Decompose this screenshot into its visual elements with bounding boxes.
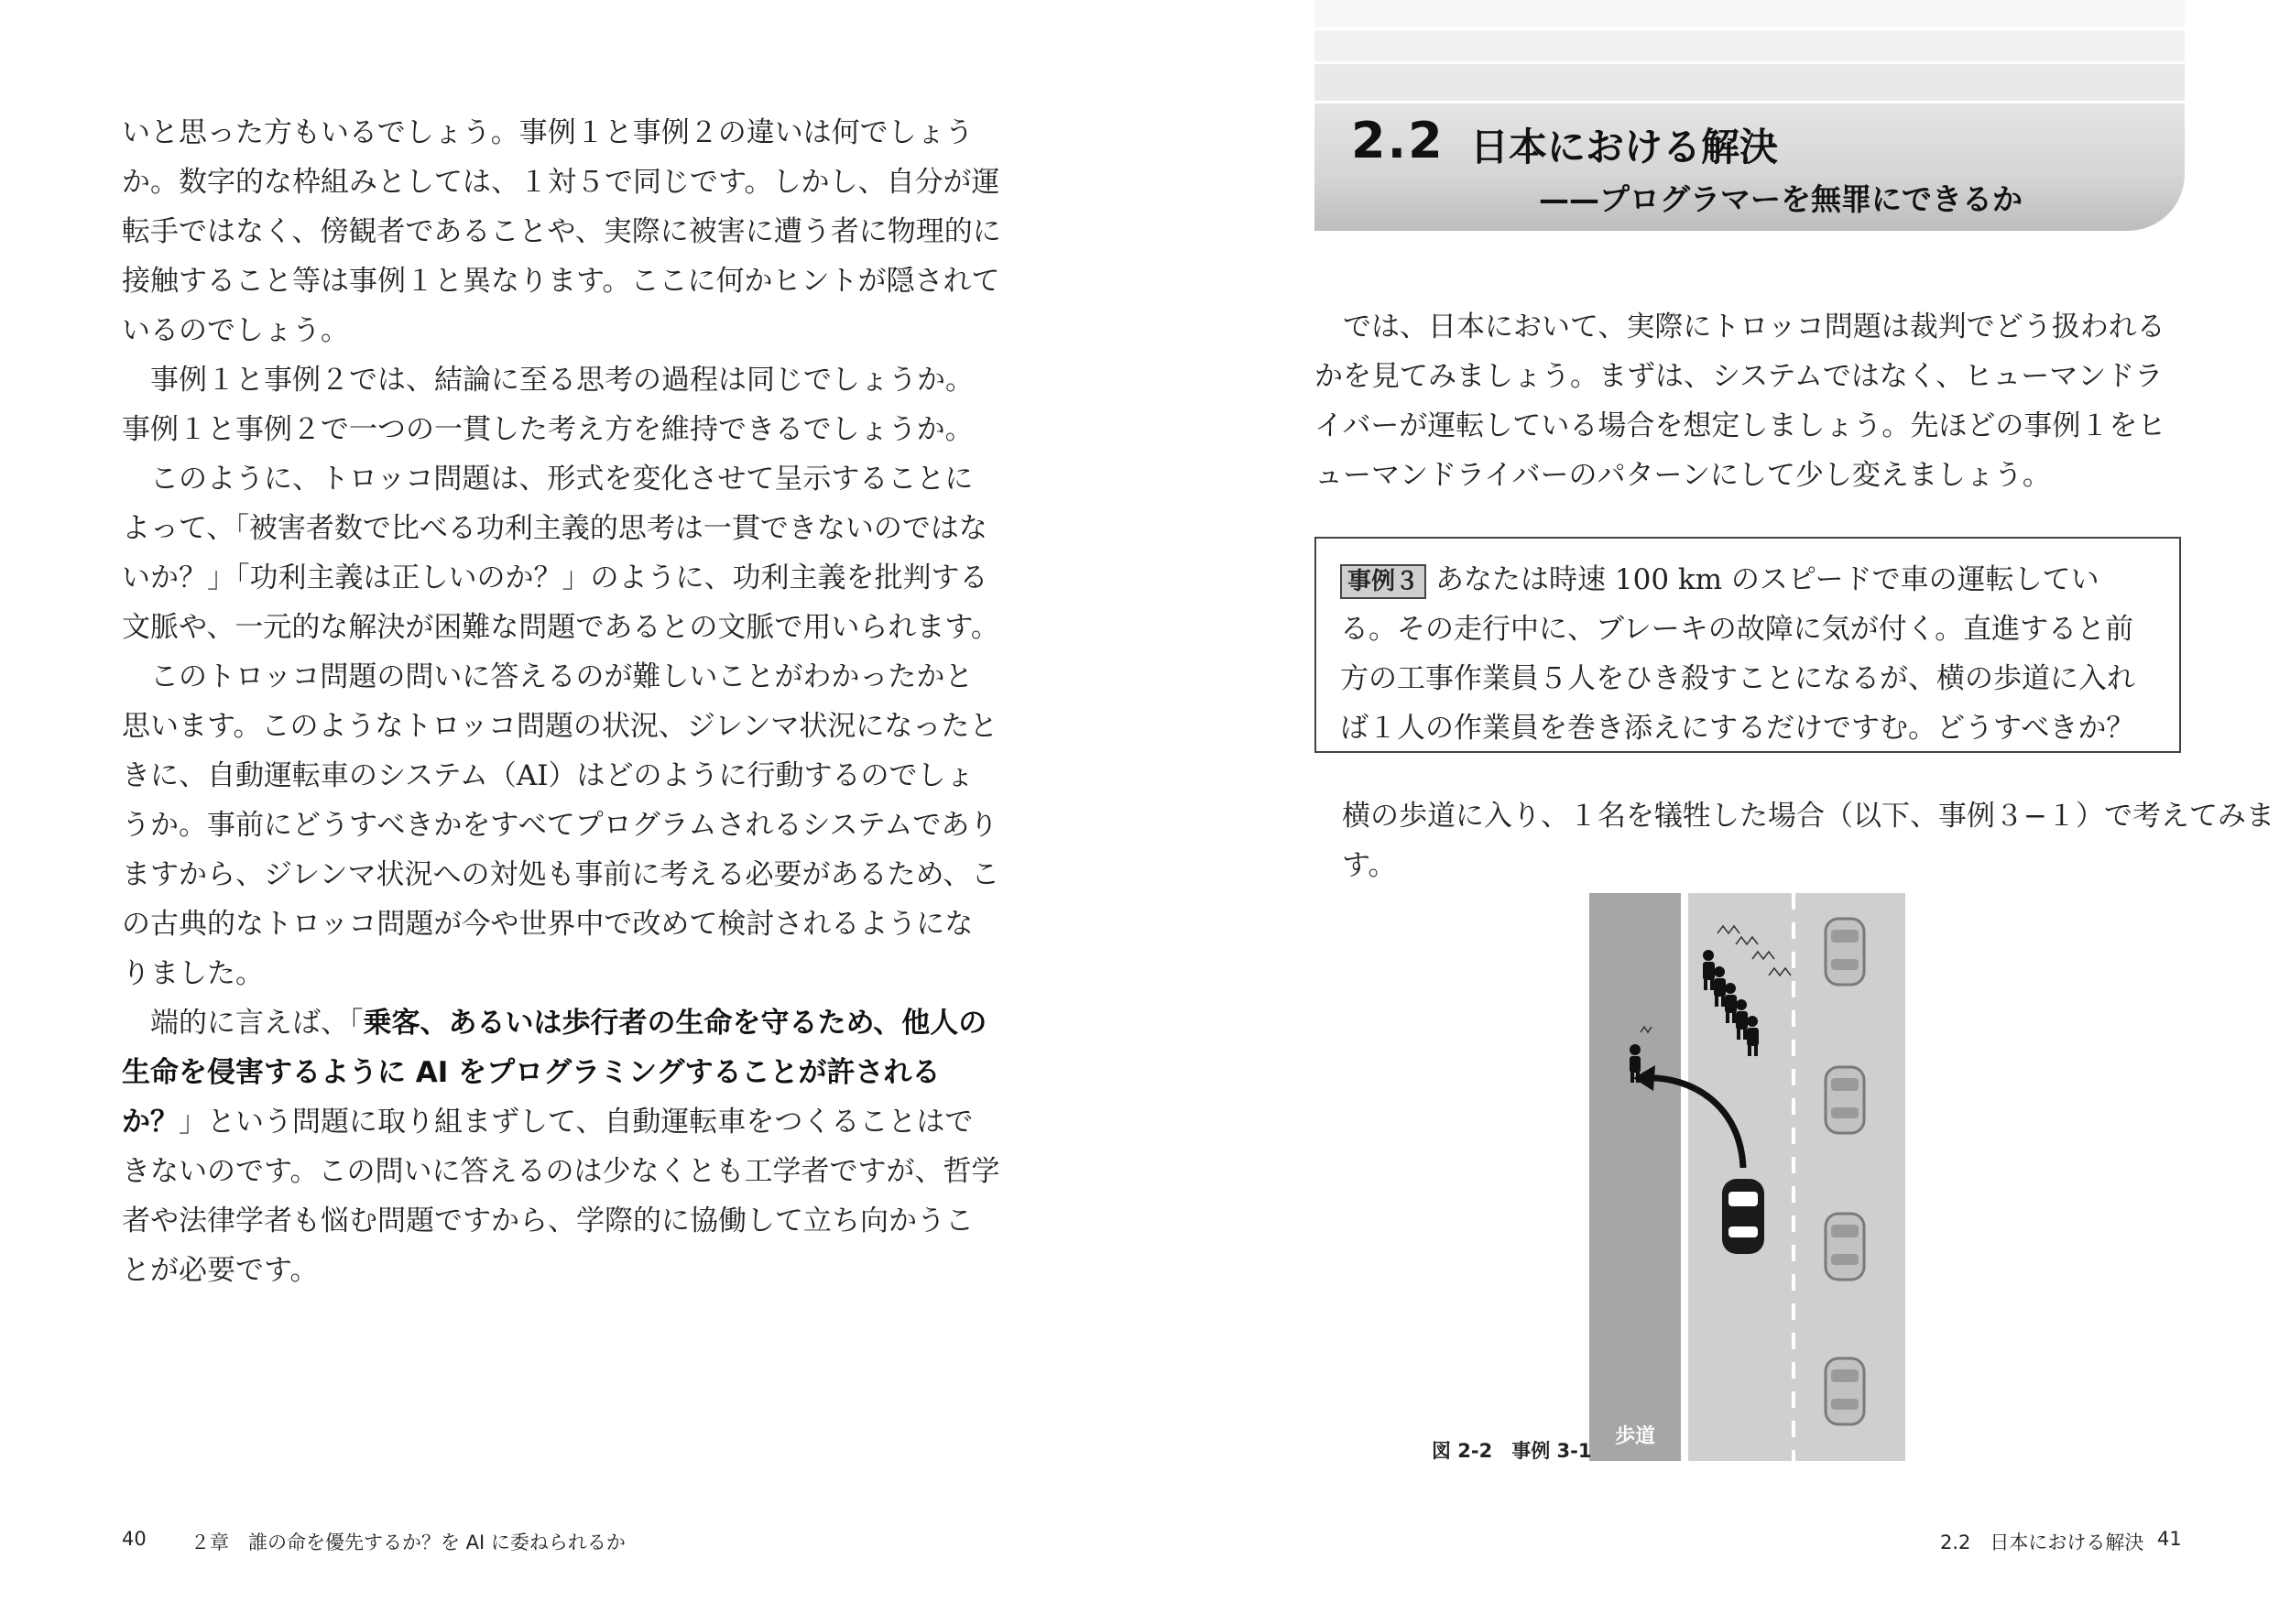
emphasized-text: 乗客、あるいは歩行者の生命を守るため、他人の生命を侵害するように AI をプログラミングすることが許されるか？ xyxy=(122,1007,987,1139)
body-paragraph xyxy=(122,108,1001,355)
paragraph-text: このトロッコ問題の問いに答えるのが難しいことがわかったかと思います。このようなトロッコ問題の状況、ジレンマ状況になったときに、自動運転車のシステム（AI）はどのように行動するのでしょうか。事前にどうすべきかをすべてプログラムされるシステムでありますから、ジレンマ状況への対処も事前に考える必要があるため、この古典的なトロッコ問題が今や世界中で改めて検討されるようになりました。 xyxy=(122,660,1000,990)
body-paragraph xyxy=(122,652,1001,998)
section-subtitle: ——プログラマーを無罪にできるか xyxy=(1539,181,2023,217)
case-followup-text: 横の歩道に入り、１名を犠牲した場合（以下、事例３−１）で考えてみます。 xyxy=(1342,800,2274,882)
intro-paragraph: では、日本において、実際にトロッコ問題は裁判でどう扱われるかを見てみましょう。まずは、システムではなく、ヒューマンドライバーが運転している場合を想定しましょう。先ほどの事例１をヒューマンドライバーのパターンにして少し変えましょう。 xyxy=(1314,311,2166,492)
case-box xyxy=(1314,537,2181,753)
paragraph-text: 事例１と事例２では、結論に至る思考の過程は同じでしょうか。事例１と事例２で一つの一貫した考え方を維持できるでしょうか。 xyxy=(122,364,974,446)
section-title: 日本における解決 xyxy=(1470,125,1779,169)
sidewalk-label: 歩道 xyxy=(1614,1425,1656,1448)
section-number: 2.2 xyxy=(1351,112,1445,169)
oncoming-car xyxy=(1826,1067,1864,1133)
body-paragraph xyxy=(122,355,1001,454)
trolley-figure xyxy=(1589,893,1905,1461)
section-running-header: 2.2 日本における解決 xyxy=(1940,1531,2144,1553)
page-number-right: 41 xyxy=(2157,1528,2182,1550)
oncoming-car xyxy=(1826,1358,1864,1424)
case-text: あなたは時速 100 km のスピードで車の運転している。その走行中に、ブレーキの故障に気が付く。直進すると前方の工事作業員５人をひき殺すことになるが、横の歩道に入れば１人の作業員を巻き添えにするだけですむ。どうすべきか？ xyxy=(1340,563,2135,745)
paragraph-text: このように、トロッコ問題は、形式を変化させて呈示することによって、「被害者数で比べる功利主義的思考は一貫できないのではないか？」「功利主義は正しいのか？」のように、功利主義を批判する文脈や、一元的な解決が困難な問題であるとの文脈で用いられます。 xyxy=(122,463,999,644)
oncoming-car xyxy=(1826,1214,1864,1280)
paragraph-text: 端的に言えば、「 xyxy=(150,1007,364,1040)
driver-car xyxy=(1722,1179,1764,1254)
body-paragraph xyxy=(122,454,1001,652)
paragraph-text: 」という問題に取り組まずして、自動運転車をつくることはできないのです。この問いに答えるのは少なくとも工学者ですが、哲学者や法律学者も悩む問題ですから、学際的に協働して立ち向かうことが必要です。 xyxy=(122,1106,1000,1287)
figure-caption: 図 2-2 事例 3-1 xyxy=(1432,1440,1592,1462)
sidewalk xyxy=(1589,893,1681,1461)
page-number-left: 40 xyxy=(122,1528,147,1550)
oncoming-car xyxy=(1826,919,1864,985)
right-page xyxy=(1145,0,2290,1624)
left-body-text xyxy=(122,108,1001,1295)
paragraph-text: いと思った方もいるでしょう。事例１と事例２の違いは何でしょうか。数字的な枠組みとしては、１対５で同じです。しかし、自分が運転手ではなく、傍観者であることや、実際に被害に遭う者に物理的に接触すること等は事例１と異なります。ここに何かヒントが隠されているのでしょう。 xyxy=(122,116,1001,347)
case-label: 事例３ xyxy=(1340,564,1426,599)
chapter-running-header: ２章 誰の命を優先するか？を AI に委ねられるか xyxy=(191,1531,626,1553)
body-paragraph xyxy=(122,998,1001,1295)
